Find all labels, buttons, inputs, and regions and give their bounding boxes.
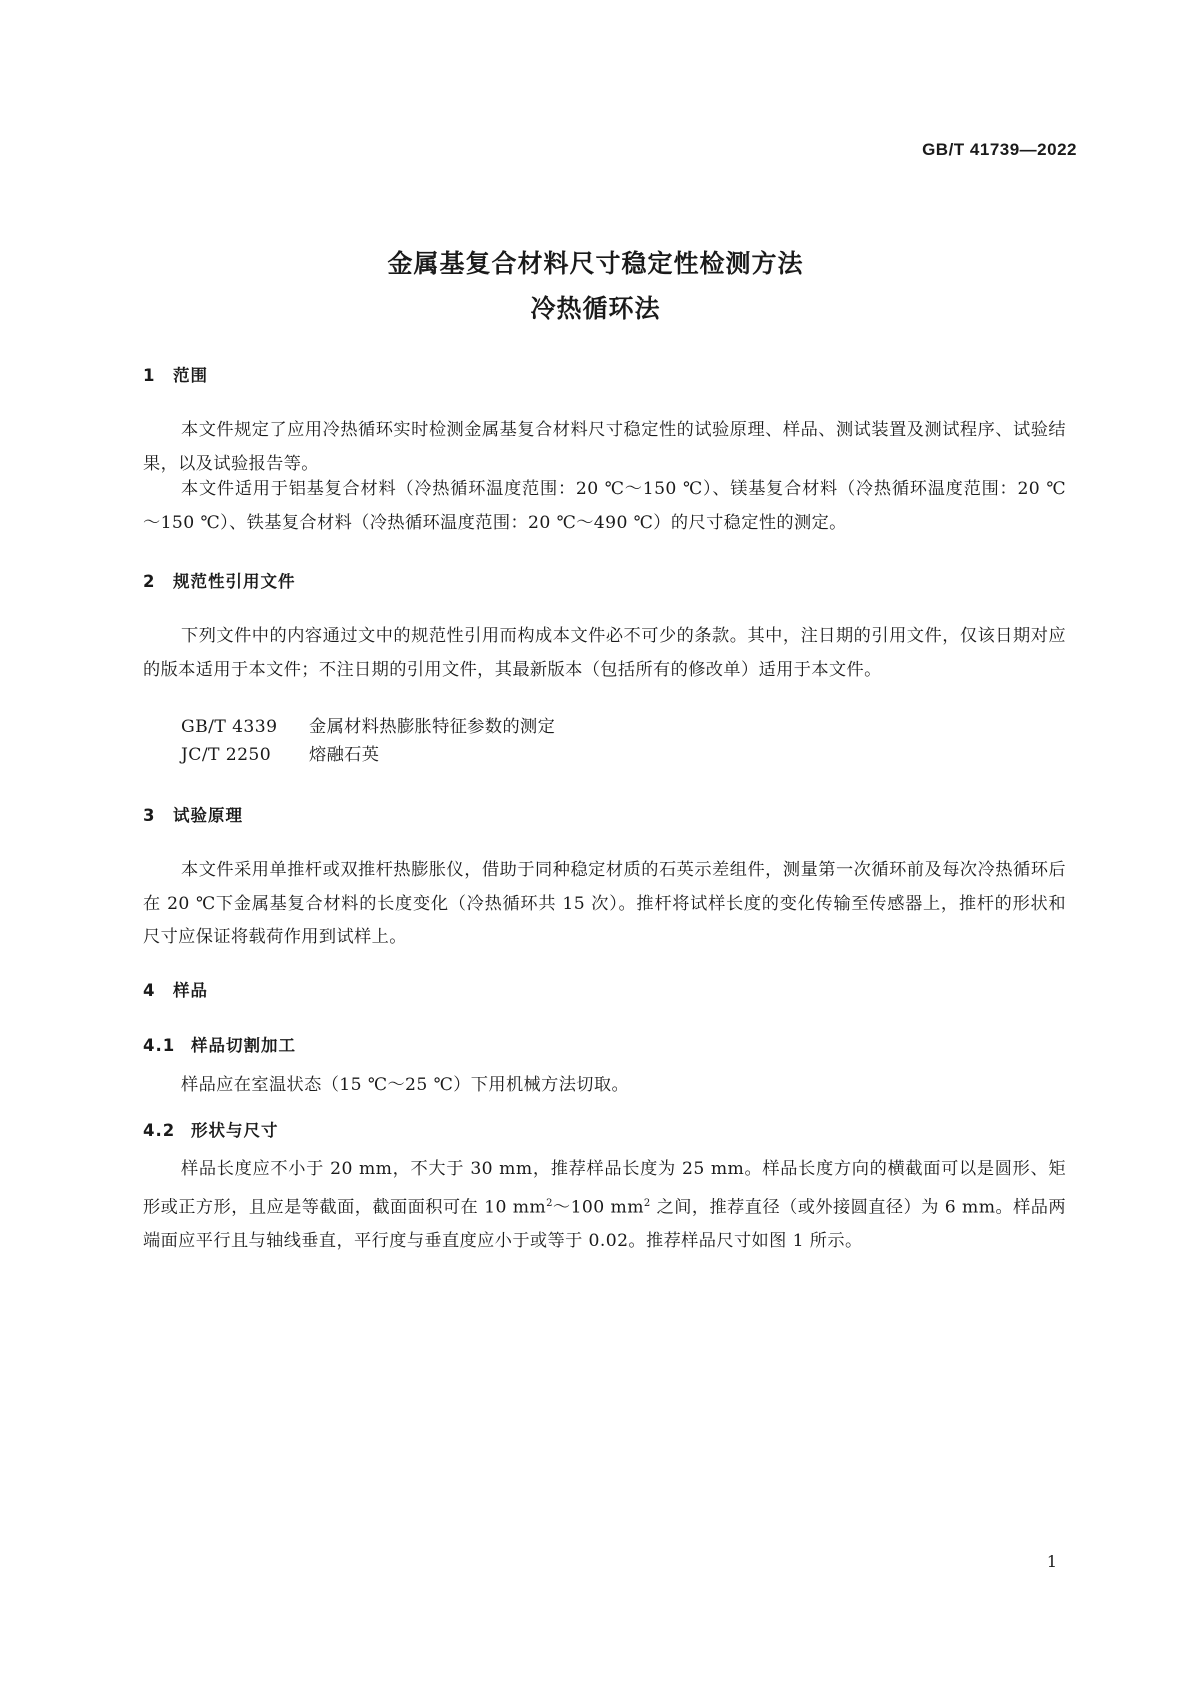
section-4-1-title: 样品切割加工 [191,1036,296,1055]
document-subtitle: 冷热循环法 [530,294,661,323]
section-1-paragraph-2: 本文件适用于铝基复合材料（冷热循环温度范围：20 ℃～150 ℃）、镁基复合材料（冷热循环温度范围：20 ℃～150 ℃）、铁基复合材料（冷热循环温度范围：20 ℃～490 ℃）的尺寸稳定性的测定。 [143,479,1066,533]
standard-number: GB/T 41739—2022 [922,140,1077,159]
paragraph-text: 之间，推荐直径（或外接圆直径）为 6 mm。样品两端面应平行且与轴线垂直，平行度与垂直度应小于或等于 0.02。推荐样品尺寸如图 1 所示。 [143,1197,1066,1251]
page-number: 1 [1046,1552,1057,1571]
section-3-number: 3 [143,806,156,825]
reference-item [181,712,555,737]
section-4-1-heading [143,1032,296,1056]
reference-code: GB/T 4339 [181,717,278,737]
section-1-title: 范围 [173,366,208,385]
section-4-title: 样品 [173,981,208,1000]
section-4-2-paragraph [143,1153,1066,1258]
section-3-heading [143,802,243,826]
paragraph-text: ～100 mm [552,1197,644,1218]
section-4-2-number: 4.2 [143,1121,176,1140]
section-4-1-number: 4.1 [143,1036,176,1055]
paragraph-text: 样品长度应不小于 20 mm，不大于 30 mm，推荐样品长度为 25 mm。样品长度方向的横截面可以是圆形、矩形或正方形，且应是等截面，截面面积可在 10 mm [143,1159,1066,1218]
section-4-heading [143,977,208,1001]
section-1-number: 1 [143,366,156,385]
section-4-1-paragraph: 样品应在室温状态（15 ℃～25 ℃）下用机械方法切取。 [181,1075,630,1095]
section-2-title: 规范性引用文件 [173,572,296,591]
section-3-paragraph: 本文件采用单推杆或双推杆热膨胀仪，借助于同种稳定材质的石英示差组件，测量第一次循环前及每次冷热循环后在 20 ℃下金属基复合材料的长度变化（冷热循环共 15 次）。推杆将试样长度的变化传输至传感器上，推杆的形状和尺寸应保证将载荷作用到试样上。 [143,860,1066,947]
section-1-paragraph-1: 本文件规定了应用冷热循环实时检测金属基复合材料尺寸稳定性的试验原理、样品、测试装置及测试程序、试验结果，以及试验报告等。 [143,420,1066,474]
section-1-heading [143,362,208,386]
section-2-heading [143,568,296,592]
section-4-2-title: 形状与尺寸 [191,1121,279,1140]
document-title: 金属基复合材料尺寸稳定性检测方法 [387,249,804,278]
section-2-paragraph: 下列文件中的内容通过文中的规范性引用而构成本文件必不可少的条款。其中，注日期的引用文件，仅该日期对应的版本适用于本文件；不注日期的引用文件，其最新版本（包括所有的修改单）适用于本文件。 [143,626,1066,680]
section-4-2-heading [143,1117,279,1141]
superscript: 2 [643,1197,651,1209]
reference-title: 熔融石英 [309,745,380,765]
section-3-title: 试验原理 [173,806,243,825]
reference-title: 金属材料热膨胀特征参数的测定 [309,717,556,737]
section-2-number: 2 [143,572,156,591]
superscript: 2 [546,1197,553,1209]
section-4-number: 4 [143,981,156,1000]
reference-item [181,740,379,765]
reference-code: JC/T 2250 [181,745,272,765]
